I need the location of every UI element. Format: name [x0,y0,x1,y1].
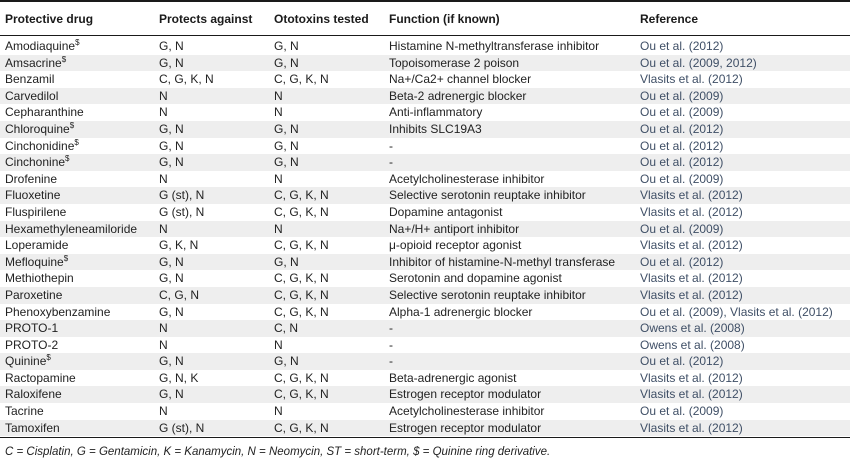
quinine-derivative-mark: $ [61,54,67,64]
table-row [0,121,850,138]
cell-function: Beta-adrenergic agonist [389,370,517,385]
cell-function: Anti-inflammatory [389,105,483,120]
cell-protects-against: G, N [159,254,184,269]
cell-ototoxins-tested: G, N [274,55,299,70]
cell-protective-drug [5,39,80,54]
cell-ototoxins-tested: C, G, K, N [274,188,329,203]
table-row [0,337,850,354]
cell-protective-drug [5,155,70,170]
cell-protective-drug [5,172,57,187]
table-row [0,386,850,403]
table-row [0,88,850,105]
cell-protects-against: N [159,337,168,352]
cell-function: - [389,138,393,153]
quinine-derivative-mark: $ [69,120,75,130]
drug-name: PROTO-1 [5,321,59,336]
cell-protective-drug [5,105,84,120]
cell-ototoxins-tested: N [274,88,283,103]
drug-name: Amodiaquine [5,39,76,53]
table-row [0,38,850,55]
table-row [0,204,850,221]
cell-ototoxins-tested: C, N [274,321,298,336]
drug-name: Methiothepin [5,271,74,286]
table-row [0,171,850,188]
drug-name: Amsacrine [5,55,62,70]
cell-reference: Vlasits et al. (2012) [640,287,743,302]
cell-protective-drug [5,205,66,220]
cell-reference: Vlasits et al. (2012) [640,188,743,203]
cell-reference: Ou et al. (2009) [640,105,724,120]
table-header-rule [0,35,850,36]
cell-protects-against: G (st), N [159,204,205,219]
cell-protects-against: N [159,171,168,186]
cell-reference: Ou et al. (2009) [640,88,724,103]
cell-reference: Vlasits et al. (2012) [640,72,743,87]
cell-ototoxins-tested: N [274,337,283,352]
cell-protective-drug [5,387,62,402]
table-body [0,38,850,436]
table-header [0,0,850,36]
cell-reference: Ou et al. (2009) [640,171,724,186]
cell-reference: Vlasits et al. (2012) [640,420,743,435]
cell-ototoxins-tested: N [274,105,283,120]
drug-name: Phenoxybenzamine [5,304,111,319]
cell-protects-against: G, N [159,39,184,53]
table-row [0,71,850,88]
cell-protects-against: G, N [159,304,184,319]
cell-function: - [389,155,393,170]
drug-name: Cinchonine [5,155,66,170]
cell-function: Beta-2 adrenergic blocker [389,88,527,103]
table-row [0,353,850,370]
drug-name: Chloroquine [5,121,70,136]
cell-protective-drug [5,404,44,419]
drug-name: Raloxifene [5,387,62,402]
cell-ototoxins-tested: N [274,171,283,186]
cell-function: Inhibitor of histamine-N-methyl transferase [389,254,616,269]
cell-protects-against: G, N [159,55,184,70]
table-footnote: C = Cisplatin, G = Gentamicin, K = Kanamycin, N = Neomycin, ST = short-term, $ = Quinine ring derivative. [5,446,551,458]
cell-reference: Ou et al. (2012) [640,155,724,170]
drug-name: Loperamide [5,238,69,253]
cell-function: Na+/H+ antiport inhibitor [389,221,520,236]
cell-ototoxins-tested: C, G, K, N [274,387,329,402]
cell-reference: Vlasits et al. (2012) [640,271,743,286]
table-row [0,138,850,155]
cell-ototoxins-tested: C, G, K, N [274,72,329,87]
cell-protects-against: G, N [159,155,184,170]
table-row [0,237,850,254]
header-function: Function (if known) [389,12,500,26]
cell-protects-against: C, G, K, N [159,72,214,87]
drug-name: Cinchonidine [5,138,75,153]
cell-reference: Ou et al. (2009, 2012) [640,55,757,70]
cell-protective-drug [5,354,51,369]
header-ototoxins-tested: Ototoxins tested [274,12,369,26]
cell-protective-drug [5,72,54,87]
cell-protective-drug [5,288,62,303]
cell-function: - [389,337,393,352]
cell-ototoxins-tested: G, N [274,121,299,136]
cell-protective-drug [5,238,68,253]
cell-protective-drug [5,271,74,286]
drug-name: Fluoxetine [5,188,61,203]
cell-ototoxins-tested: G, N [274,39,299,53]
table-bottom-rule [0,437,850,438]
cell-function: Acetylcholinesterase inhibitor [389,171,545,186]
cell-function: Alpha-1 adrenergic blocker [389,304,533,319]
cell-protects-against: N [159,404,168,419]
cell-protects-against: G, N [159,138,184,153]
cell-reference: Ou et al. (2012) [640,354,724,369]
cell-function: Histamine N-methyltransferase inhibitor [389,39,600,53]
cell-protective-drug [5,222,137,237]
cell-protects-against: G, N, K [159,370,199,385]
cell-protects-against: N [159,321,168,336]
drug-name: Mefloquine [5,254,64,269]
cell-protective-drug [5,139,79,154]
drug-name: Carvedilol [5,88,59,103]
cell-protects-against: G, N [159,387,184,402]
cell-function: Dopamine antagonist [389,204,503,219]
cell-protects-against: G, N [159,271,184,286]
header-reference: Reference [640,12,699,26]
cell-function: - [389,354,393,369]
cell-protective-drug [5,89,58,104]
cell-reference: Ou et al. (2009) [640,221,724,236]
table-row [0,104,850,121]
cell-function: Topoisomerase 2 poison [389,55,520,70]
drug-name: Tacrine [5,404,44,419]
cell-protective-drug [5,421,60,436]
table-row [0,320,850,337]
cell-ototoxins-tested: C, G, K, N [274,370,329,385]
drug-name: Tamoxifen [5,420,60,435]
cell-function: μ-opioid receptor agonist [389,238,522,253]
quinine-derivative-mark: $ [65,154,70,164]
cell-function: Selective serotonin reuptake inhibitor [389,287,586,302]
quinine-derivative-mark: $ [46,353,51,363]
cell-protects-against: G, N [159,121,184,136]
cell-reference: Ou et al. (2012) [640,138,724,153]
drug-name: PROTO-2 [5,337,59,352]
table-row [0,55,850,72]
cell-function: Na+/Ca2+ channel blocker [389,72,532,87]
header-protects-against: Protects against [159,12,253,26]
table-row [0,154,850,171]
cell-ototoxins-tested: G, N [274,155,299,170]
cell-protective-drug [5,122,74,137]
cell-protective-drug [5,371,76,386]
cell-ototoxins-tested: G, N [274,254,299,269]
drug-name: Quinine [5,354,47,369]
cell-protects-against: G (st), N [159,188,205,203]
drug-name: Cepharanthine [5,105,84,120]
drug-name: Hexamethyleneamiloride [5,221,138,236]
cell-ototoxins-tested: N [274,404,283,419]
quinine-derivative-mark: $ [75,38,80,47]
quinine-derivative-mark: $ [63,253,69,263]
cell-function: Inhibits SLC19A3 [389,121,482,136]
cell-reference: Vlasits et al. (2012) [640,370,743,385]
cell-function: Estrogen receptor modulator [389,387,542,402]
cell-reference: Ou et al. (2012) [640,121,724,136]
quinine-derivative-mark: $ [74,137,79,147]
cell-reference: Owens et al. (2008) [640,337,745,352]
table-row [0,270,850,287]
cell-function: Serotonin and dopamine agonist [389,271,562,286]
cell-ototoxins-tested: G, N [274,354,299,369]
drug-name: Ractopamine [5,370,76,385]
table-row [0,221,850,238]
drug-name: Fluspirilene [5,204,67,219]
cell-reference: Ou et al. (2009) [640,404,724,419]
header-protective-drug: Protective drug [5,12,94,26]
cell-function: Estrogen receptor modulator [389,420,542,435]
cell-ototoxins-tested: C, G, K, N [274,287,329,302]
drug-name: Drofenine [5,171,58,186]
table-row [0,187,850,204]
cell-protects-against: N [159,88,168,103]
cell-ototoxins-tested: G, N [274,138,299,153]
cell-protects-against: G, N [159,354,184,369]
cell-protects-against: G, K, N [159,238,199,253]
cell-reference: Ou et al. (2012) [640,39,724,53]
cell-reference: Ou et al. (2012) [640,254,724,269]
cell-reference: Ou et al. (2009), Vlasits et al. (2012) [640,304,833,319]
table-row [0,304,850,321]
cell-reference: Vlasits et al. (2012) [640,204,743,219]
cell-reference: Vlasits et al. (2012) [640,387,743,402]
cell-function: Acetylcholinesterase inhibitor [389,404,545,419]
cell-protective-drug [5,56,66,71]
cell-ototoxins-tested: C, G, K, N [274,204,329,219]
table-row [0,287,850,304]
cell-reference: Vlasits et al. (2012) [640,238,743,253]
cell-protects-against: G (st), N [159,420,205,435]
drug-name: Paroxetine [5,287,63,302]
cell-protective-drug [5,321,58,336]
cell-protects-against: N [159,105,168,120]
table-row [0,403,850,420]
cell-function: Selective serotonin reuptake inhibitor [389,188,586,203]
cell-protects-against: N [159,221,168,236]
cell-ototoxins-tested: C, G, K, N [274,304,329,319]
drug-name: Benzamil [5,72,55,87]
cell-ototoxins-tested: N [274,221,283,236]
cell-ototoxins-tested: C, G, K, N [274,420,329,435]
cell-protects-against: C, G, N [159,287,200,302]
cell-protective-drug [5,338,58,353]
cell-ototoxins-tested: C, G, K, N [274,271,329,286]
cell-ototoxins-tested: C, G, K, N [274,238,329,253]
cell-reference: Owens et al. (2008) [640,321,745,336]
table-row [0,420,850,437]
cell-protective-drug [5,188,60,203]
table-row [0,254,850,271]
cell-function: - [389,321,393,336]
table-row [0,370,850,387]
cell-protective-drug [5,255,68,270]
cell-protective-drug [5,305,110,320]
